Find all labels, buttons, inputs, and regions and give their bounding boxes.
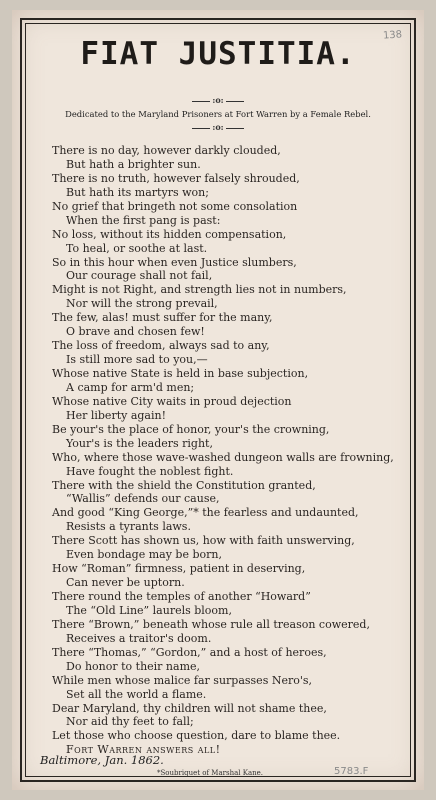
poem-line: Be your's the place of honor, your's the crowning, xyxy=(52,422,330,436)
broadside-sheet xyxy=(12,10,424,790)
pencil-annotation-bottom: 5783.F xyxy=(334,766,369,777)
poem-line: Set all the world a flame. xyxy=(66,687,207,701)
poem-line: There with the shield the Constitution granted, xyxy=(52,478,316,492)
poem-line: While men whose malice far surpasses Nero's, xyxy=(52,673,313,687)
poem-line: Who, where those wave-washed dungeon walls are frowning, xyxy=(52,450,394,464)
poem-line: There is no truth, however falsely shrouded, xyxy=(52,171,300,185)
closing-line-text: Fort Warren answers all! xyxy=(66,743,221,757)
poem-line: No grief that bringeth not some consolation xyxy=(52,199,298,213)
pencil-annotation-top: 138 xyxy=(382,29,403,42)
separator-mark: :o: xyxy=(212,95,224,105)
poem-line: Resists a tyrants laws. xyxy=(66,520,191,534)
dedication-line: Dedicated to the Maryland Prisoners at Fort Warren by a Female Rebel. xyxy=(65,109,371,119)
poem-line: The “Old Line” laurels bloom, xyxy=(66,603,232,617)
separator-mark: :o: xyxy=(212,122,224,132)
poem-line: Your's is the leaders right, xyxy=(66,436,213,450)
poem-line: Dear Maryland, thy children will not shame thee, xyxy=(52,701,327,715)
poem-line: But hath its martyrs won; xyxy=(66,185,209,199)
poem-line: Even bondage may be born, xyxy=(66,548,222,562)
poem-line: There round the temples of another “Howard” xyxy=(52,590,311,603)
footnote: *Soubriquet of Marshal Kane. xyxy=(157,769,263,777)
rule-right xyxy=(226,128,244,129)
poem-line: When the first pang is past: xyxy=(66,213,221,227)
rule-right xyxy=(226,101,244,102)
poem-line: Is still more sad to you,— xyxy=(66,353,208,367)
poem-line: Our courage shall not fail, xyxy=(66,269,213,283)
place-date: Baltimore, Jan. 1862. xyxy=(40,753,164,767)
poem-line: Nor will the strong prevail, xyxy=(66,297,218,311)
poem-line: A camp for arm'd men; xyxy=(66,380,195,394)
poem-line: Do honor to their name, xyxy=(66,659,201,673)
poem-line: How “Roman” firmness, patient in deserving, xyxy=(52,562,306,576)
rule-left xyxy=(192,128,210,129)
poem-line: So in this hour when even Justice slumbers, xyxy=(52,255,297,269)
poem-line: To heal, or soothe at last. xyxy=(66,241,208,255)
poem-line: Might is not Right, and strength lies not in numbers, xyxy=(52,283,347,297)
poem-line: Whose native State is held in base subjection, xyxy=(52,367,309,380)
poem-line: Receives a traitor's doom. xyxy=(66,631,212,645)
poem-line: There Scott has shown us, how with faith unswerving, xyxy=(52,534,355,548)
poem-line: And good “King George,”* the fearless and undaunted, xyxy=(52,506,359,520)
poem-line: There is no day, however darkly clouded, xyxy=(52,144,281,157)
poem-line: Let those who choose question, dare to blame thee. xyxy=(52,729,341,743)
separator-bottom xyxy=(12,122,424,132)
poem-line: Whose native City waits in proud dejection xyxy=(52,394,292,408)
rule-left xyxy=(192,101,210,102)
poem-line: Can never be uptorn. xyxy=(66,576,185,590)
separator-top xyxy=(12,95,424,105)
poem-line: Nor aid thy feet to fall; xyxy=(66,715,194,729)
poem-line: There “Brown,” beneath whose rule all treason cowered, xyxy=(52,617,370,631)
poem-line: No loss, without its hidden compensation, xyxy=(52,227,287,241)
poem-title: FIAT JUSTITIA. xyxy=(80,36,356,72)
poem-line: Have fought the noblest fight. xyxy=(66,464,234,478)
poem-line: Her liberty again! xyxy=(66,408,167,422)
poem-line: The loss of freedom, always sad to any, xyxy=(52,339,270,353)
poem-line: But hath a brighter sun. xyxy=(66,157,201,171)
poem-line: There “Thomas,” “Gordon,” and a host of heroes, xyxy=(52,645,327,659)
poem-line: “Wallis” defends our cause, xyxy=(66,492,220,506)
poem-body xyxy=(52,144,422,757)
poem-line: The few, alas! must suffer for the many, xyxy=(52,311,273,325)
poem-line: O brave and chosen few! xyxy=(66,325,205,339)
